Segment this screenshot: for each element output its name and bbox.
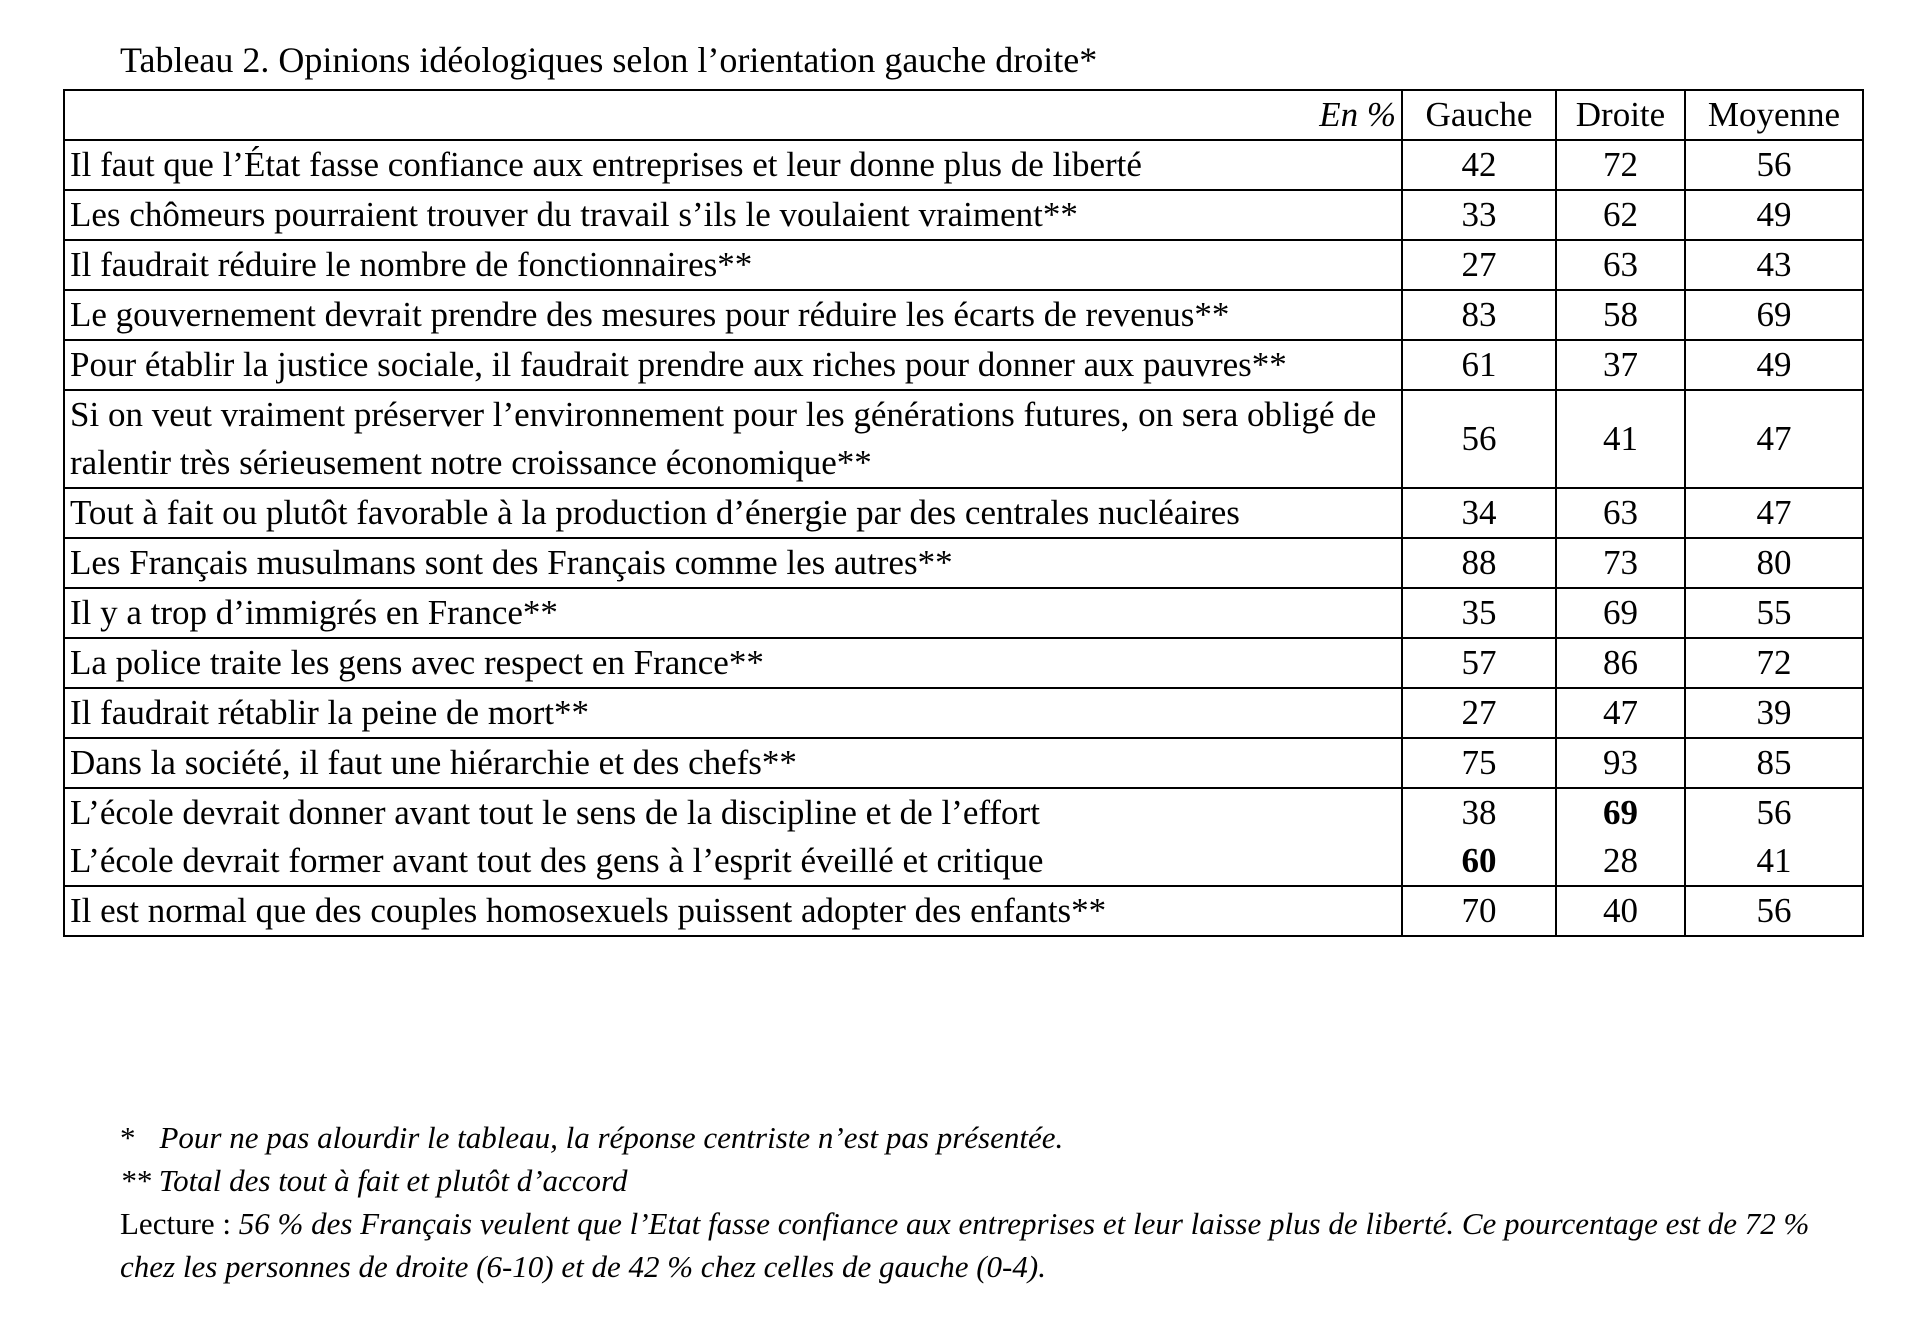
cell-gauche: 61 xyxy=(1402,340,1556,390)
table-title: Tableau 2. Opinions idéologiques selon l’orientation gauche droite* xyxy=(120,40,1098,80)
cell-gauche: 42 xyxy=(1402,140,1556,190)
table-row xyxy=(64,390,1863,488)
cell-droite: 58 xyxy=(1556,290,1685,340)
cell-gauche: 70 xyxy=(1402,886,1556,936)
cell-moyenne: 47 xyxy=(1685,390,1863,488)
row-label: Dans la société, il faut une hiérarchie et des chefs** xyxy=(64,738,1402,788)
table-row xyxy=(64,638,1863,688)
cell-gauche: 34 xyxy=(1402,488,1556,538)
table-row xyxy=(64,340,1863,390)
row-label: Pour établir la justice sociale, il faudrait prendre aux riches pour donner aux pauvres** xyxy=(64,340,1402,390)
row-label: Le gouvernement devrait prendre des mesures pour réduire les écarts de revenus** xyxy=(64,290,1402,340)
cell-gauche: 88 xyxy=(1402,538,1556,588)
footnote-2: ** Total des tout à fait et plutôt d’accord xyxy=(120,1163,628,1198)
row-label: L’école devrait donner avant tout le sens de la discipline et de l’effort xyxy=(70,793,1040,832)
cell-droite: 47 xyxy=(1556,688,1685,738)
cell-gauche: 33 xyxy=(1402,190,1556,240)
row-label: Si on veut vraiment préserver l’environnement pour les générations futures, on sera obligé de ralentir très sérieusement notre croissance économique** xyxy=(64,390,1402,488)
row-label: Tout à fait ou plutôt favorable à la production d’énergie par des centrales nucléaires xyxy=(64,488,1402,538)
cell-moyenne: 39 xyxy=(1685,688,1863,738)
cell-moyenne: 43 xyxy=(1685,240,1863,290)
cell-moyenne-pair xyxy=(1685,788,1863,886)
table-row xyxy=(64,290,1863,340)
lecture-note xyxy=(120,1202,1820,1288)
cell-gauche: 56 xyxy=(1402,390,1556,488)
cell-moyenne: 49 xyxy=(1685,340,1863,390)
cell-moyenne: 69 xyxy=(1685,290,1863,340)
cell-droite: 93 xyxy=(1556,738,1685,788)
row-label-pair xyxy=(64,788,1402,886)
lecture-label: Lecture : xyxy=(120,1206,232,1241)
cell-moyenne: 72 xyxy=(1685,638,1863,688)
column-header-droite: Droite xyxy=(1556,90,1685,140)
table-row xyxy=(64,538,1863,588)
unit-label: En % xyxy=(64,90,1402,140)
cell-droite: 86 xyxy=(1556,638,1685,688)
row-label: Il faut que l’État fasse confiance aux entreprises et leur donne plus de liberté xyxy=(64,140,1402,190)
table-row xyxy=(64,140,1863,190)
column-header-moyenne: Moyenne xyxy=(1685,90,1863,140)
row-label: Il faudrait rétablir la peine de mort** xyxy=(64,688,1402,738)
cell-gauche: 27 xyxy=(1402,240,1556,290)
cell-moyenne: 56 xyxy=(1685,886,1863,936)
cell-gauche: 57 xyxy=(1402,638,1556,688)
cell-gauche: 35 xyxy=(1402,588,1556,638)
cell-moyenne: 56 xyxy=(1756,793,1792,832)
cell-droite: 40 xyxy=(1556,886,1685,936)
table-row xyxy=(64,688,1863,738)
table-row xyxy=(64,886,1863,936)
cell-droite: 63 xyxy=(1556,488,1685,538)
table-row-ecole xyxy=(64,788,1863,886)
cell-gauche: 75 xyxy=(1402,738,1556,788)
cell-gauche-pair xyxy=(1402,788,1556,886)
row-label: Les Français musulmans sont des Français comme les autres** xyxy=(64,538,1402,588)
cell-moyenne: 85 xyxy=(1685,738,1863,788)
cell-droite: 69 xyxy=(1603,793,1638,832)
cell-gauche: 60 xyxy=(1461,841,1497,880)
cell-gauche: 83 xyxy=(1402,290,1556,340)
cell-droite: 72 xyxy=(1556,140,1685,190)
footnote-1-marker: * xyxy=(120,1120,136,1155)
table-row xyxy=(64,488,1863,538)
cell-droite: 41 xyxy=(1556,390,1685,488)
cell-gauche: 27 xyxy=(1402,688,1556,738)
row-label: Il faudrait réduire le nombre de fonctionnaires** xyxy=(64,240,1402,290)
cell-droite: 62 xyxy=(1556,190,1685,240)
row-label: Il est normal que des couples homosexuels puissent adopter des enfants** xyxy=(64,886,1402,936)
cell-droite: 63 xyxy=(1556,240,1685,290)
cell-moyenne: 49 xyxy=(1685,190,1863,240)
cell-moyenne: 47 xyxy=(1685,488,1863,538)
table-row xyxy=(64,190,1863,240)
column-header-gauche: Gauche xyxy=(1402,90,1556,140)
cell-moyenne: 56 xyxy=(1685,140,1863,190)
row-label: L’école devrait former avant tout des gens à l’esprit éveillé et critique xyxy=(70,841,1044,880)
cell-droite-pair xyxy=(1556,788,1685,886)
cell-moyenne: 80 xyxy=(1685,538,1863,588)
cell-droite: 37 xyxy=(1556,340,1685,390)
row-label: Les chômeurs pourraient trouver du travail s’ils le voulaient vraiment** xyxy=(64,190,1402,240)
cell-droite: 69 xyxy=(1556,588,1685,638)
table-row xyxy=(64,738,1863,788)
table-row xyxy=(64,588,1863,638)
row-label: Il y a trop d’immigrés en France** xyxy=(64,588,1402,638)
cell-moyenne: 41 xyxy=(1756,841,1792,880)
row-label: La police traite les gens avec respect en France** xyxy=(64,638,1402,688)
footnote-1-text: Pour ne pas alourdir le tableau, la réponse centriste n’est pas présentée. xyxy=(159,1120,1064,1155)
cell-droite: 28 xyxy=(1603,841,1638,880)
table-notes xyxy=(120,1116,1820,1288)
cell-moyenne: 55 xyxy=(1685,588,1863,638)
table-header-row xyxy=(64,90,1863,140)
opinions-table xyxy=(63,89,1864,937)
footnote-1 xyxy=(120,1116,1820,1159)
lecture-text: 56 % des Français veulent que l’Etat fasse confiance aux entreprises et leur laisse plus de liberté. Ce pourcentage est de 72 % chez les personnes de droite (6-10) et de 42 % chez celles de gauche (0-4). xyxy=(120,1206,1810,1284)
cell-gauche: 38 xyxy=(1461,793,1497,832)
cell-droite: 73 xyxy=(1556,538,1685,588)
table-row xyxy=(64,240,1863,290)
